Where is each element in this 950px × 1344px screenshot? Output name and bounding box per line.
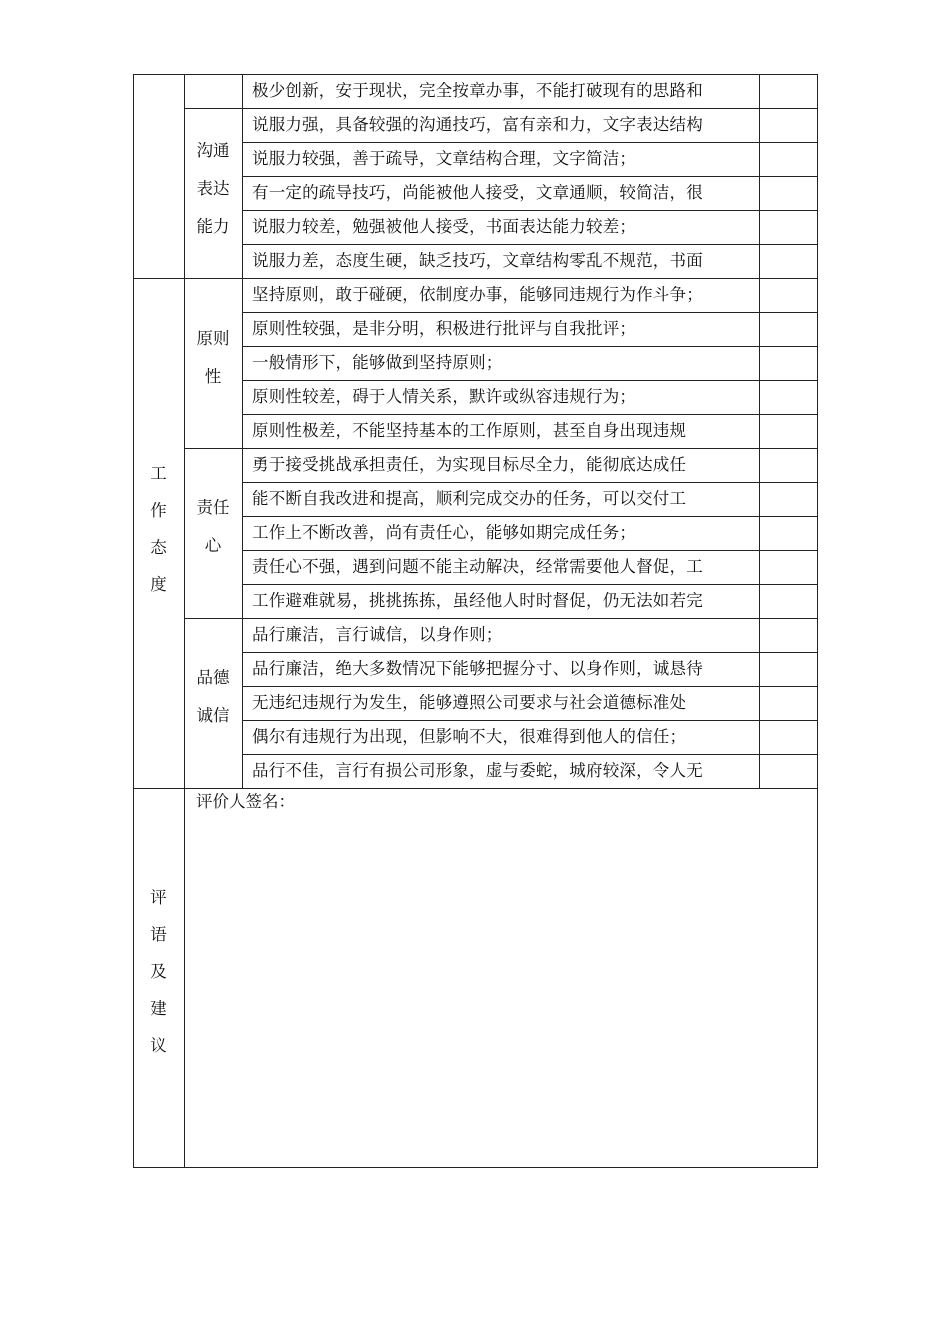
description-responsibility-2: 能不断自我改进和提高，顺利完成交办的任务，可以交付工 bbox=[252, 489, 687, 508]
description-innovation-last: 极少创新，安于现状，完全按章办事，不能打破现有的思路和 bbox=[252, 81, 703, 100]
description-integrity-2: 品行廉洁，绝大多数情况下能够把握分寸、以身作则，诚恳待 bbox=[252, 659, 703, 678]
comments-input-area[interactable] bbox=[186, 816, 816, 1166]
criterion-label-communication: 沟通表达能力 bbox=[196, 141, 230, 236]
description-communication-4: 说服力较差，勉强被他人接受，书面表达能力较差； bbox=[252, 217, 637, 236]
description-responsibility-1: 勇于接受挑战承担责任，为实现目标尽全力，能彻底达成任 bbox=[252, 455, 687, 474]
description-principle-2: 原则性较强，是非分明，积极进行批评与自我批评； bbox=[252, 319, 637, 338]
description-integrity-1: 品行廉洁，言行诚信，以身作则； bbox=[252, 625, 503, 644]
criterion-label-principle: 原则性 bbox=[196, 329, 230, 386]
column-divider bbox=[242, 74, 243, 788]
description-responsibility-4: 责任心不强，遇到问题不能主动解决，经常需要他人督促，工 bbox=[252, 557, 703, 576]
group-divider bbox=[133, 788, 818, 789]
group-label-comments: 评语及建议 bbox=[150, 888, 167, 1055]
description-integrity-3: 无违纪违规行为发生，能够遵照公司要求与社会道德标准处 bbox=[252, 693, 687, 712]
description-principle-4: 原则性较差，碍于人情关系，默许或纵容违规行为； bbox=[252, 387, 637, 406]
description-integrity-5: 品行不佳，言行有损公司形象，虚与委蛇，城府较深，令人无 bbox=[252, 761, 703, 780]
column-divider bbox=[759, 74, 760, 788]
description-principle-5: 原则性极差，不能坚持基本的工作原则，甚至自身出现违规 bbox=[252, 421, 687, 440]
criterion-label-responsibility: 责任心 bbox=[196, 498, 230, 555]
description-principle-3: 一般情形下，能够做到坚持原则； bbox=[252, 353, 503, 372]
description-integrity-4: 偶尔有违规行为出现，但影响不大，很难得到他人的信任； bbox=[252, 727, 687, 746]
table-border-bottom bbox=[133, 1167, 818, 1168]
description-communication-5: 说服力差，态度生硬，缺乏技巧，文章结构零乱不规范，书面 bbox=[252, 251, 703, 270]
group-label-attitude: 工作态度 bbox=[150, 464, 167, 594]
description-communication-2: 说服力较强，善于疏导，文章结构合理，文字简洁； bbox=[252, 149, 637, 168]
evaluator-signature-label: 评价人签名： bbox=[196, 792, 295, 811]
description-responsibility-5: 工作避难就易，挑挑拣拣，虽经他人时时督促，仍无法如若完 bbox=[252, 591, 703, 610]
description-communication-1: 说服力强，具备较强的沟通技巧，富有亲和力，文字表达结构 bbox=[252, 115, 703, 134]
description-principle-1: 坚持原则，敢于碰硬，依制度办事，能够同违规行为作斗争； bbox=[252, 285, 703, 304]
criterion-label-integrity: 品德诚信 bbox=[196, 668, 230, 725]
description-responsibility-3: 工作上不断改善，尚有责任心，能够如期完成任务； bbox=[252, 523, 637, 542]
table-border-right bbox=[817, 74, 818, 1168]
description-communication-3: 有一定的疏导技巧，尚能被他人接受，文章通顺，较简洁，很 bbox=[252, 183, 703, 202]
